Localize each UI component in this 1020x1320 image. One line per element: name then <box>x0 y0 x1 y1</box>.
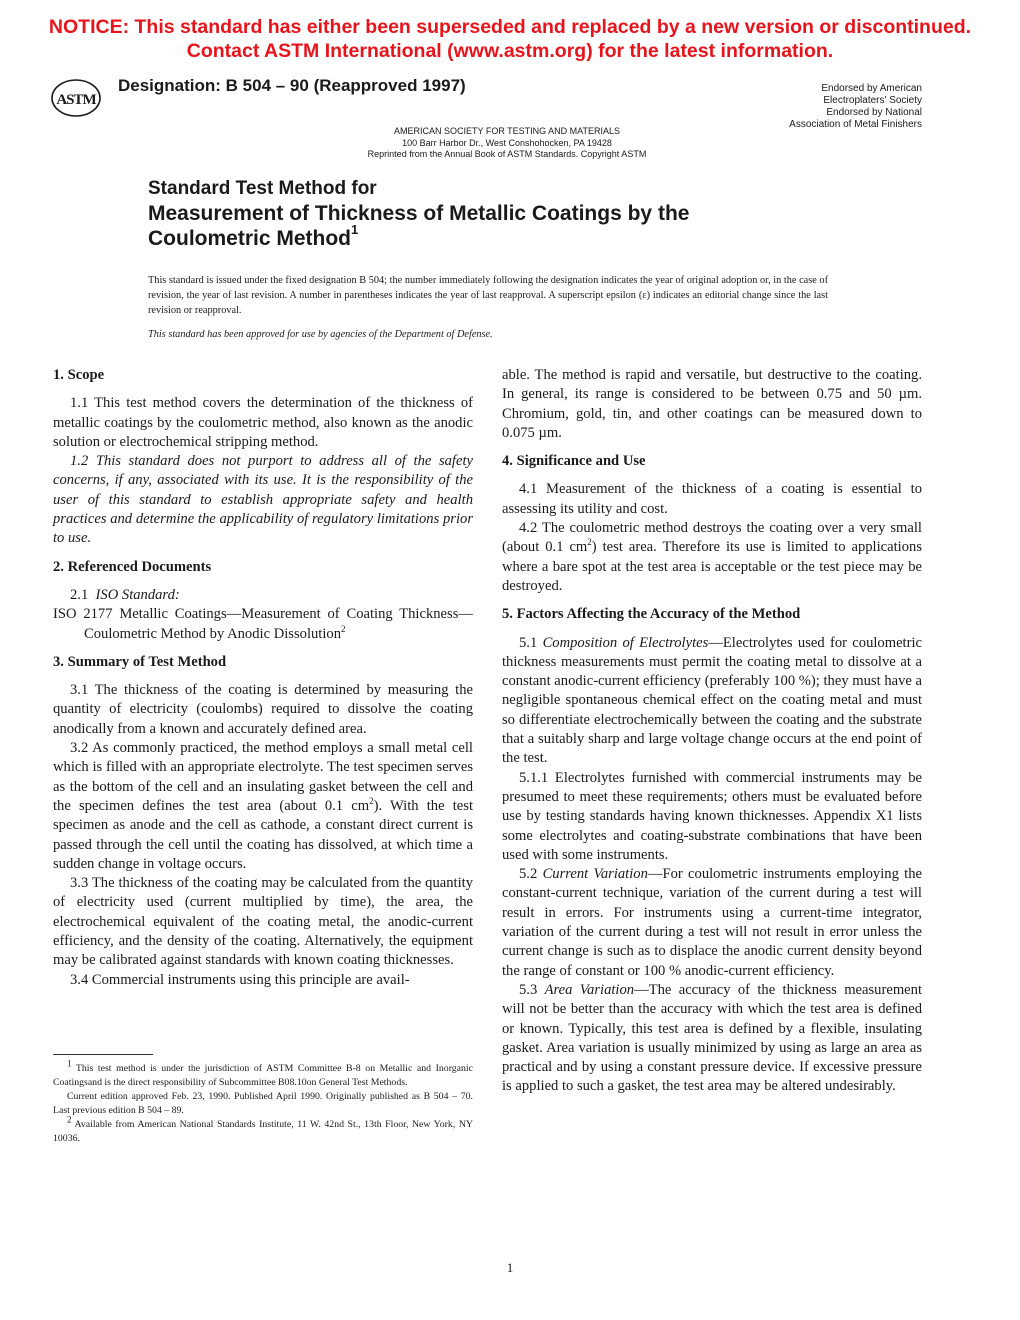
endorsement-line: Association of Metal Finishers <box>789 119 922 130</box>
paragraph-text: 3.2 As commonly practiced, the method employs a small metal cell which is filled with an appropriate electrolyte. The test specimen serves as the bottom of the cell and an insulating gasket between the cell and the specimen defines the test area (about 0.1 cm <box>53 740 473 814</box>
issue-note: This standard is issued under the fixed designation B 504; the number immediately following the designation indicates the year of original adoption or, in the case of revision, the year of last revision. A number in parentheses indicates the year of last reapproval. A superscript epsilon (ε) indicates an editorial change since the last revision or reapproval. <box>148 275 828 316</box>
left-column <box>53 366 473 990</box>
footnotes <box>53 1058 473 1146</box>
astm-logo-icon <box>50 78 102 118</box>
endorsement-line: Endorsed by American <box>821 83 922 94</box>
title-line <box>148 222 848 251</box>
paragraph-3-4-continued: able. The method is rapid and versatile, but destructive to the coating. In general, its range is considered to be between 0.75 and 50 µm. Chromium, gold, tin, and other coatings can be measured down to 0.075 µm. <box>502 367 922 441</box>
right-column <box>502 366 922 1097</box>
paragraph-number: 5.2 <box>519 866 538 883</box>
footnote-text: Available from American National Standards Institute, 11 W. 42nd St., 13th Floor, New York, NY 10036. <box>53 1119 473 1144</box>
superscript: 2 <box>587 537 592 548</box>
notice-line-2: Contact ASTM International (www.astm.org) for the latest information. <box>186 40 834 62</box>
paragraph-2-1 <box>53 586 473 605</box>
title-line: Standard Test Method for <box>148 178 377 199</box>
society-line: AMERICAN SOCIETY FOR TESTING AND MATERIALS <box>393 126 621 136</box>
section-heading-referenced-documents: 2. Referenced Documents <box>53 558 212 575</box>
paragraph-4-2 <box>502 519 922 596</box>
paragraph-text: —For coulometric instruments employing the constant-current technique, variation of the current during a test will result in errors. For instruments using a current-time integrator, variation of the current during a test will not result in error unless the current change is such as to displace the anodic current density beyond the range of constant or 100 % anodic-current efficiency. <box>502 866 923 979</box>
paragraph-number: 2.1 <box>70 586 89 603</box>
title-line: Measurement of Thickness of Metallic Coatings by the <box>148 202 690 225</box>
footnote-1 <box>53 1058 473 1090</box>
footnote-1-edition: Current edition approved Feb. 23, 1990. Published April 1990. Originally published as B 504 – 70. Last previous edition B 504 – 89. <box>53 1091 473 1116</box>
society-line: 100 Barr Harbor Dr., West Conshohocken, PA 19428 <box>402 137 612 148</box>
paragraph-text: ) test area. Therefore its use is limited to applications where a bare spot at the test area is acceptable or the test piece may be destroyed. <box>502 539 922 594</box>
society-address <box>300 126 714 161</box>
paragraph-text: —Electrolytes used for coulometric thickness measurements must permit the coating metal to dissolve at a constant anodic-current efficiency (preferably 100 %); they must have a negligible spontaneous chemical effect on the coating metal and must so differentiate electrochemically between the coating and the substrate that a suitably sharp and large voltage change occurs at the end point of the test. <box>502 634 922 767</box>
paragraph-5-2 <box>502 865 922 981</box>
endorsement-block <box>789 83 922 131</box>
endorsement-line: Electroplaters' Society <box>823 95 922 106</box>
footnote-text: This test method is under the jurisdiction of ASTM Committee B-8 on Metallic and Inorganic Coatingsand is the direct responsibility of Subcommittee B08.10on General Test Methods. <box>53 1063 473 1088</box>
page-number: 1 <box>506 1260 514 1275</box>
paragraph-3-4: 3.4 Commercial instruments using this principle are avail- <box>70 971 410 988</box>
superscript: 2 <box>369 796 374 807</box>
footnote-mark: 1 <box>67 1058 72 1069</box>
iso-reference <box>53 605 473 644</box>
title-footnote-mark: 1 <box>351 222 359 237</box>
dod-approval-note: This standard has been approved for use by agencies of the Department of Defense. <box>148 329 493 340</box>
paragraph-number: 5.1 <box>519 634 538 651</box>
paragraph-text: 4.2 The coulometric method destroys the coating over a very small (about 0.1 cm <box>502 520 922 556</box>
paragraph-3-3: 3.3 The thickness of the coating may be calculated from the quantity of electricity used (current multiplied by time), the area, the electrochemical equivalent of the coating metal, the anodic-current efficiency, and the density of the coating. Alternatively, the equipment may be calibrated against standards with known coating thicknesses. <box>53 875 473 969</box>
section-heading-significance: 4. Significance and Use <box>502 453 646 470</box>
astm-logo-text: ASTM <box>56 92 96 108</box>
paragraph-text: —The accuracy of the thickness measurement will not be better than the accuracy with which the test area is defined or known. Typically, this test area is defined by a flexible, insulating gasket. Area variation is usually minimized by using as large an area as practical and by using a constant pressure device. If excessive pressure is applied to such a gasket, the test area may be altered undesirably. <box>502 981 922 1095</box>
paragraph-3-1: 3.1 The thickness of the coating is determined by measuring the quantity of electricity (coulombs) required to dissolve the coating anodically from a known and accurately defined area. <box>53 682 473 737</box>
title-line-text: Coulometric Method <box>148 227 351 250</box>
iso-standard-label: ISO Standard: <box>95 586 180 603</box>
society-line: Reprinted from the Annual Book of ASTM Standards. Copyright ASTM <box>367 149 647 159</box>
paragraph-3-2 <box>53 739 473 874</box>
iso-reference-text: ISO 2177 Metallic Coatings—Measurement of Coating Thickness—Coulometric Method by Anodic Dissolution <box>53 606 473 642</box>
document-title <box>148 177 848 251</box>
designation: Designation: B 504 – 90 (Reapproved 1997) <box>118 76 466 95</box>
section-heading-factors: 5. Factors Affecting the Accuracy of the Method <box>502 606 801 623</box>
subsection-label: Area Variation <box>544 981 635 998</box>
subsection-label: Composition of Electrolytes <box>542 634 709 651</box>
footnote-2 <box>53 1114 473 1146</box>
endorsement-line: Endorsed by National <box>826 107 922 118</box>
section-heading-scope: 1. Scope <box>53 367 105 383</box>
footnote-mark: 2 <box>341 623 346 634</box>
paragraph-1-1: 1.1 This test method covers the determination of the thickness of metallic coatings by the coulometric method, also known as the anodic solution or electrochemical stripping method. <box>53 395 473 450</box>
paragraph-5-1 <box>502 634 922 769</box>
paragraph-5-3 <box>502 981 922 1097</box>
notice-line-1: NOTICE: This standard has either been superseded and replaced by a new version or discontinued. <box>48 16 972 38</box>
footnote-divider <box>53 1054 153 1055</box>
paragraph-number: 5.3 <box>519 981 538 998</box>
section-heading-summary: 3. Summary of Test Method <box>53 653 227 670</box>
paragraph-1-2: 1.2 This standard does not purport to address all of the safety concerns, if any, associated with its use. It is the responsibility of the user of this standard to establish appropriate safety and health practices and determine the applicability of regulatory limitations prior to use. <box>53 453 473 547</box>
notice-banner <box>0 15 1020 63</box>
paragraph-4-1: 4.1 Measurement of the thickness of a coating is essential to assessing its utility and cost. <box>502 481 922 517</box>
subsection-label: Current Variation <box>542 866 648 883</box>
paragraph-text: ). With the test specimen as anode and the cell as cathode, a constant direct current is passed through the cell until the coating has dissolved, at which time a sudden change in voltage occurs. <box>53 797 473 872</box>
paragraph-5-1-1: 5.1.1 Electrolytes furnished with commercial instruments may be presumed to meet these requirements; others must be evaluated before use by testing standards having known thicknesses. Appendix X1 lists some electrolytes and coating-substrate combinations that have been used with some instruments. <box>502 769 922 863</box>
footnote-mark: 2 <box>67 1114 72 1125</box>
